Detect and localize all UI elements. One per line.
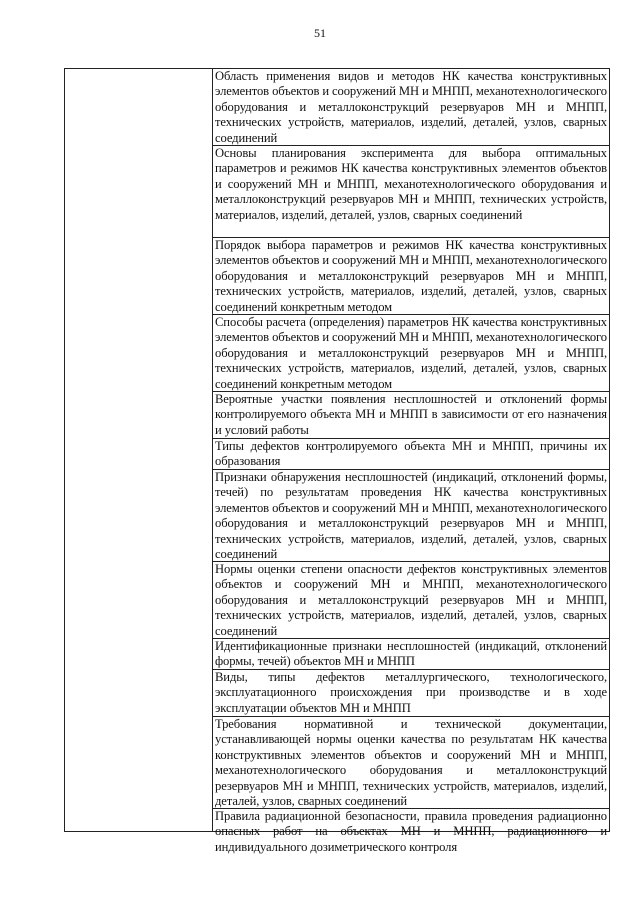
- table-row: Вероятные участки появления несплошностей и отклонений формы контролируемого объекта МН и МНПП в зависимости от его назначения и условий работы: [213, 392, 609, 439]
- table-row: Признаки обнаружения несплошностей (индикаций, отклонений формы, течей) по результатам проведения НК качества конструктивных элементов объектов и сооружений МН и МНПП, механотехнологического оборудования и металлоконструкций резервуаров МН и МНПП, технических устройств, материалов, изделий, деталей, узлов, сварных соединений: [215, 470, 608, 562]
- table-row: Виды, типы дефектов металлургического, технологического, эксплуатационного происхождения при производстве и в ходе эксплуатации объектов МН и МНПП: [213, 670, 609, 717]
- requirements-table: [64, 68, 610, 854]
- table-row: Идентификационные признаки несплошностей (индикаций, отклонений формы, течей) объектов МН и МНПП: [215, 639, 607, 669]
- table-left-column: [65, 69, 213, 831]
- table-row: Нормы оценки степени опасности дефектов конструктивных элементов объектов и сооружений МН и МНПП, механотехнологического оборудования и металлоконструкций резервуаров МН и МНПП, технических устройств, материалов, изделий, деталей, узлов, сварных соединений: [215, 562, 607, 638]
- table-row: Порядок выбора параметров и режимов НК качества конструктивных элементов объектов и сооружений МН и МНПП, механотехнологического оборудования и металлоконструкций резервуаров МН и МНПП, технических устройств, материалов, изделий, деталей, узлов, сварных соединений конкретным методом: [215, 238, 608, 314]
- table-row: Способы расчета (определения) параметров НК качества конструктивных элементов объектов и сооружений МН и МНПП, механотехнологического оборудования и металлоконструкций резервуаров МН и МНПП, технических устройств, материалов, изделий, деталей, узлов, сварных соединений конкретным методом: [215, 315, 608, 391]
- table-row: Основы планирования эксперимента для выбора оптимальных параметров и режимов НК качества конструктивных элементов объектов и сооружений МН и МНПП, механотехнологического оборудования и металлоконструкций резервуаров МН и МНПП, технических устройств, материалов, изделий, деталей, узлов, сварных соединений: [213, 146, 609, 238]
- table-row: Требования нормативной и технической документации, устанавливающей нормы оценки качества по результатам НК качества конструктивных элементов объектов и сооружений МН и МНПП, механотехнологического оборудования и металлоконструкций резервуаров МН и МНПП, технических устройств, материалов, изделий, деталей, узлов, сварных соединений: [215, 717, 607, 809]
- table-row: Область применения видов и методов НК качества конструктивных элементов объектов и сооружений МН и МНПП, механотехнологического оборудования и металлоконструкций резервуаров МН и МНПП, технических устройств, материалов, изделий, деталей, узлов, сварных соединений: [215, 69, 608, 145]
- table-row: Типы дефектов контролируемого объекта МН и МНПП, причины их образования: [215, 439, 607, 469]
- table-right-column: [213, 69, 609, 856]
- page-number: 51: [314, 26, 326, 40]
- table-row: Правила радиационной безопасности, правила проведения радиационно опасных работ на объектах МН и МНПП, радиационного и индивидуального дозиметрического контроля: [215, 809, 607, 854]
